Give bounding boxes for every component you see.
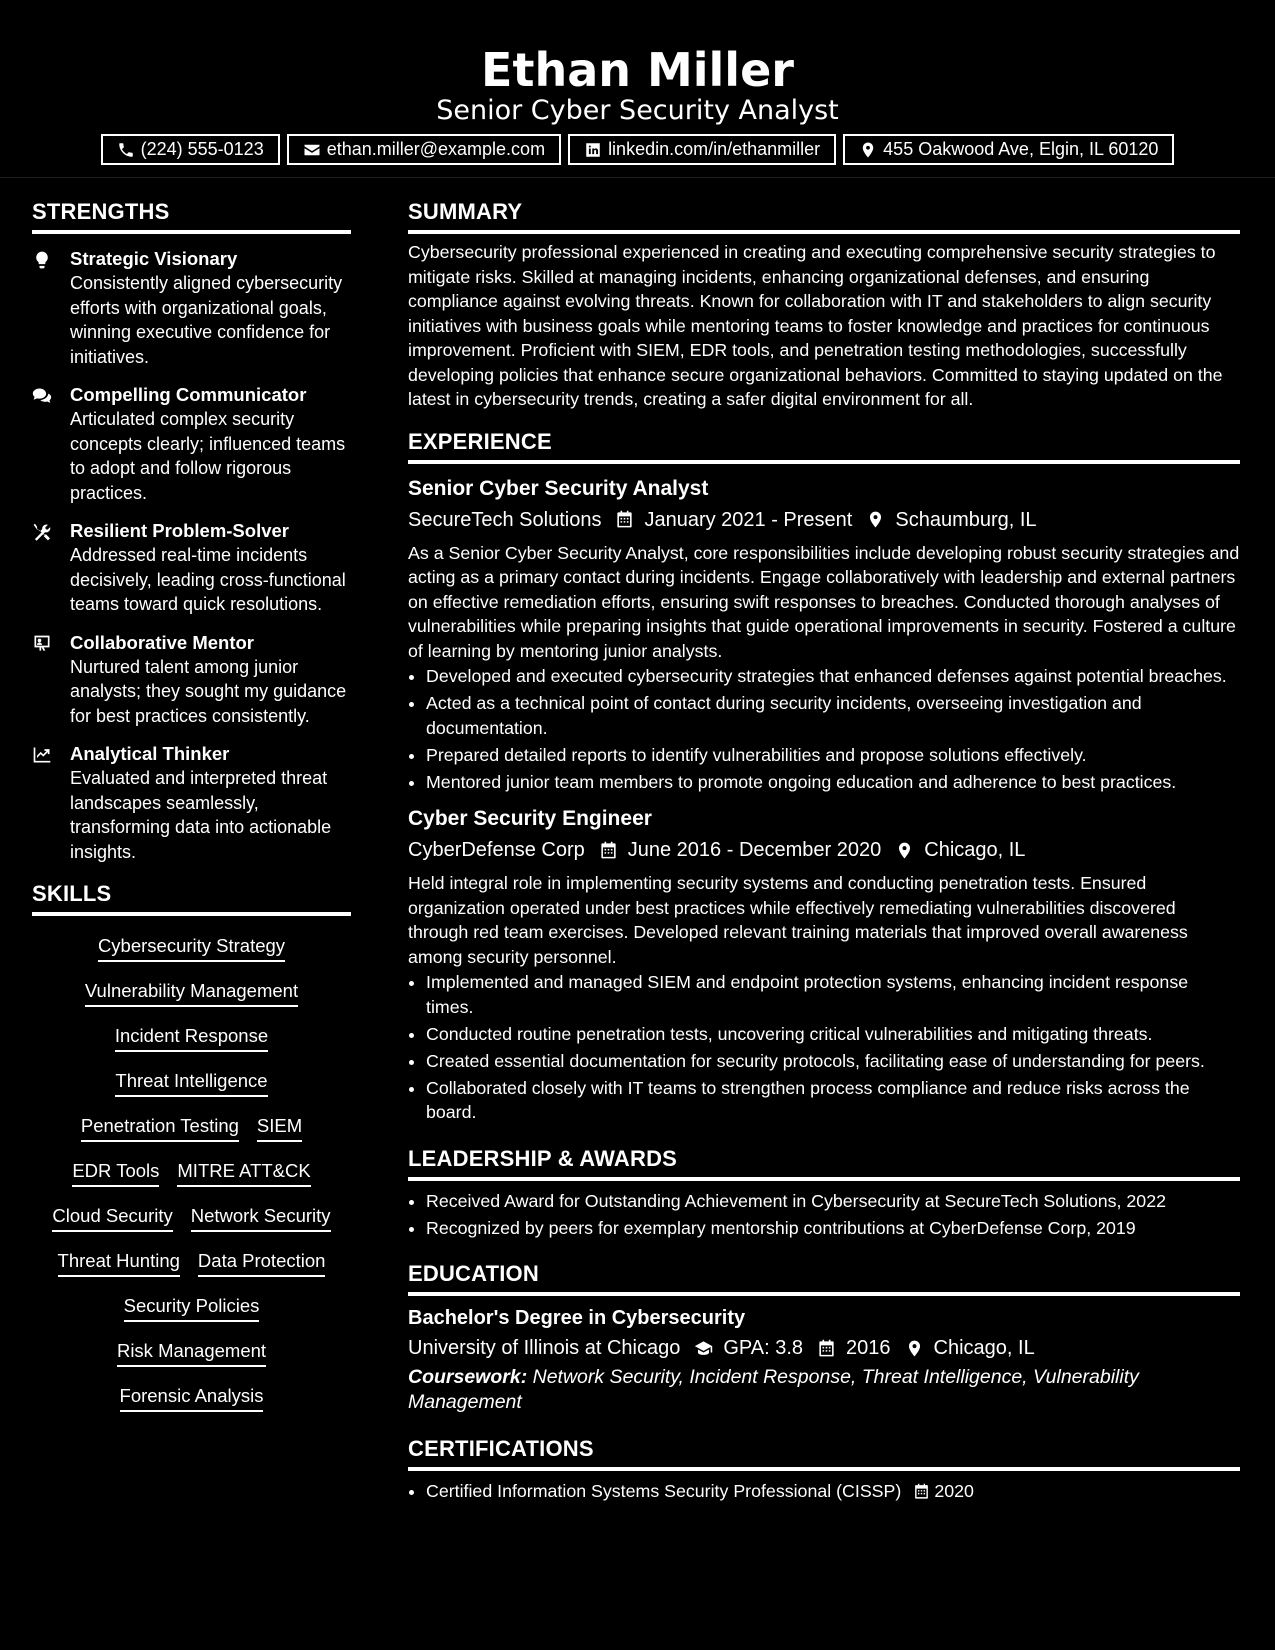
strength-desc: Articulated complex security concepts clearly; influenced teams to adopt and follow rigorous practices.: [70, 409, 346, 503]
calendar-icon: [817, 1339, 836, 1358]
strength-title: Analytical Thinker: [70, 743, 230, 764]
chart-line-icon: [32, 745, 52, 765]
job-description: As a Senior Cyber Security Analyst, core responsibilities include developing robust security strategies and acting as a primary contact during incidents. Engage collaboratively with leadership and external partners on effective remediation efforts, ensuring swift responses to breaches. Conducted thorough analyses of vulnerabilities while preparing insights that guide operational improvements in security. Fostered a culture of learning by mentoring junior analysts.: [408, 542, 1240, 661]
strength-title: Collaborative Mentor: [70, 631, 254, 653]
skill-tag: Threat Hunting: [58, 1249, 180, 1277]
certification-item: [426, 1479, 1240, 1504]
job-meta: [408, 835, 1240, 865]
job-bullets: [426, 664, 1240, 794]
job-title: Cyber Security Engineer: [408, 807, 652, 830]
skill-tag: Security Policies: [124, 1294, 260, 1322]
bullet-item: • Conducted routine penetration tests, uncovering critical vulnerabilities and mitigating threats.: [426, 1022, 1240, 1047]
envelope-icon: [303, 141, 321, 159]
experience-heading: EXPERIENCE: [408, 426, 1240, 464]
bullet-item: • Developed and executed cybersecurity strategies that enhanced defenses against potential breaches.: [426, 664, 1240, 689]
calendar-icon: [913, 1483, 930, 1500]
strength-desc: Evaluated and interpreted threat landscapes seamlessly, transforming data into actionable insights.: [70, 768, 332, 862]
graduation-year: 2016: [846, 1337, 891, 1359]
skill-tag: Cloud Security: [52, 1204, 172, 1232]
bullet-item: • Mentored junior team members to promote ongoing education and adherence to best practices.: [426, 770, 1240, 795]
strength-desc: Addressed real-time incidents decisively, leading cross-functional teams toward quick resolutions.: [70, 545, 346, 614]
job-company: SecureTech Solutions: [408, 508, 602, 531]
strength-desc: Nurtured talent among junior analysts; they sought my guidance for best practices consistently.: [70, 656, 347, 726]
job-company: CyberDefense Corp: [408, 839, 585, 861]
left-column: [32, 196, 351, 1421]
summary-heading: SUMMARY: [408, 196, 1240, 234]
award-item: • Recognized by peers for exemplary mentorship contributions at CyberDefense Corp, 2019: [426, 1216, 1240, 1241]
candidate-name: Ethan Miller: [481, 43, 794, 97]
gpa-text: GPA: 3.8: [723, 1337, 804, 1359]
contact-address[interactable]: [843, 134, 1174, 165]
coursework-text: Network Security, Incident Response, Threat Intelligence, Vulnerability Management: [408, 1366, 1139, 1413]
skill-tag: Forensic Analysis: [120, 1384, 264, 1412]
address-text: 455 Oakwood Ave, Elgin, IL 60120: [883, 139, 1159, 159]
strength-title: Compelling Communicator: [70, 384, 307, 405]
job-entry: [408, 474, 1240, 795]
degree-title: Bachelor's Degree in Cybersecurity: [408, 1307, 746, 1329]
resume-header: [0, 0, 1275, 178]
strength-item: [32, 741, 351, 864]
strength-title: Resilient Problem-Solver: [70, 520, 289, 541]
calendar-icon: [599, 841, 618, 860]
skill-tag: Incident Response: [115, 1024, 268, 1052]
summary-text: Cybersecurity professional experienced in creating and executing comprehensive security strategies to mitigate risks. Skilled at managing incidents, enhancing organizational defenses, and ensuring compliance against evolving threats. Known for collaboration with IT and stakeholders to align security initiatives with business goals while mentoring teams to foster knowledge and practices for continuous improvement. Proficient with SIEM, EDR tools, and penetration testing methodologies, successfully developing policies that enhance secure organizational behaviors. Committed to staying updated on the latest in cybersecurity trends, creating a safer digital environment for all.: [408, 242, 1223, 409]
right-column: [408, 196, 1240, 1506]
certifications-list: [426, 1479, 1240, 1504]
skill-tag: Network Security: [191, 1204, 331, 1232]
skill-tag: EDR Tools: [72, 1159, 159, 1187]
linkedin-text: linkedin.com/in/ethanmiller: [608, 139, 821, 159]
education-location: Chicago, IL: [933, 1337, 1035, 1359]
map-pin-icon: [895, 841, 914, 860]
skill-tag: Risk Management: [117, 1339, 266, 1367]
certification-year: 2020: [934, 1481, 974, 1501]
job-bullets: [426, 970, 1240, 1125]
certifications-heading: CERTIFICATIONS: [408, 1433, 1240, 1471]
bullet-item: • Created essential documentation for security protocols, facilitating ease of understanding for peers.: [426, 1049, 1240, 1074]
education-heading: EDUCATION: [408, 1258, 1240, 1296]
skill-tag: MITRE ATT&CK: [177, 1159, 310, 1187]
certification-name: • Certified Information Systems Security Professional (CISSP): [426, 1481, 902, 1501]
map-pin-icon: [866, 510, 885, 529]
strengths-heading: STRENGTHS: [32, 196, 351, 234]
candidate-title: Senior Cyber Security Analyst: [436, 95, 839, 126]
bullet-item: • Implemented and managed SIEM and endpoint protection systems, enhancing incident response times.: [426, 970, 1240, 1019]
strength-item: [32, 630, 351, 729]
strength-title: Strategic Visionary: [70, 248, 238, 269]
bullet-item: • Acted as a technical point of contact during security incidents, overseeing investigation and documentation.: [426, 691, 1240, 740]
job-meta: [408, 505, 1240, 535]
contact-bar: [0, 134, 1275, 165]
education-meta: [408, 1333, 1240, 1363]
skill-tag: Threat Intelligence: [115, 1069, 267, 1097]
lightbulb-icon: [32, 250, 52, 270]
job-location: Chicago, IL: [924, 839, 1026, 861]
email-text: ethan.miller@example.com: [326, 139, 546, 159]
tools-icon: [32, 522, 52, 542]
awards-list: [426, 1189, 1240, 1241]
skill-tag: Vulnerability Management: [85, 979, 298, 1007]
skill-tag: Cybersecurity Strategy: [98, 934, 285, 962]
award-item: • Received Award for Outstanding Achievement in Cybersecurity at SecureTech Solutions, 2022: [426, 1189, 1240, 1214]
job-dates: January 2021 - Present: [644, 508, 853, 531]
job-description: Held integral role in implementing security systems and conducting penetration tests. Ensured organization operated under best practices while effectively remediating vulnerabilities discovered through red team exercises. Developed relevant training materials that improved overall awareness among security personnel.: [408, 873, 1188, 967]
teacher-icon: [32, 634, 52, 654]
job-location: Schaumburg, IL: [895, 508, 1037, 531]
job-entry: [408, 804, 1240, 1125]
linkedin-icon: [584, 141, 602, 159]
skill-tag: SIEM: [257, 1114, 302, 1142]
bullet-item: • Collaborated closely with IT teams to strengthen process compliance and reduce risks across the board.: [426, 1076, 1240, 1125]
skills-list: [32, 926, 351, 1421]
contact-phone[interactable]: [101, 134, 280, 165]
phone-icon: [117, 141, 135, 159]
awards-heading: LEADERSHIP & AWARDS: [408, 1143, 1240, 1181]
bullet-item: • Prepared detailed reports to identify vulnerabilities and propose solutions effectively.: [426, 743, 1240, 768]
strength-item: [32, 518, 351, 617]
phone-text: (224) 555-0123: [140, 139, 264, 159]
graduation-cap-icon: [694, 1339, 713, 1358]
contact-email[interactable]: [287, 134, 561, 165]
strength-desc: Consistently aligned cybersecurity efforts with organizational goals, winning executive confidence for initiatives.: [70, 273, 343, 367]
chat-icon: [32, 386, 52, 406]
strength-item: [32, 382, 351, 505]
calendar-icon: [615, 510, 634, 529]
strengths-list: [32, 246, 351, 864]
skill-tag: Penetration Testing: [81, 1114, 239, 1142]
map-pin-icon: [859, 141, 877, 159]
job-dates: June 2016 - December 2020: [627, 839, 882, 861]
skill-tag: Data Protection: [198, 1249, 326, 1277]
strength-item: [32, 246, 351, 369]
skills-heading: SKILLS: [32, 878, 351, 916]
school-name: University of Illinois at Chicago: [408, 1337, 681, 1359]
job-title: Senior Cyber Security Analyst: [408, 476, 709, 500]
coursework: [408, 1365, 1240, 1415]
map-pin-icon: [905, 1339, 924, 1358]
contact-linkedin[interactable]: [568, 134, 836, 165]
coursework-label: Coursework:: [408, 1366, 528, 1388]
